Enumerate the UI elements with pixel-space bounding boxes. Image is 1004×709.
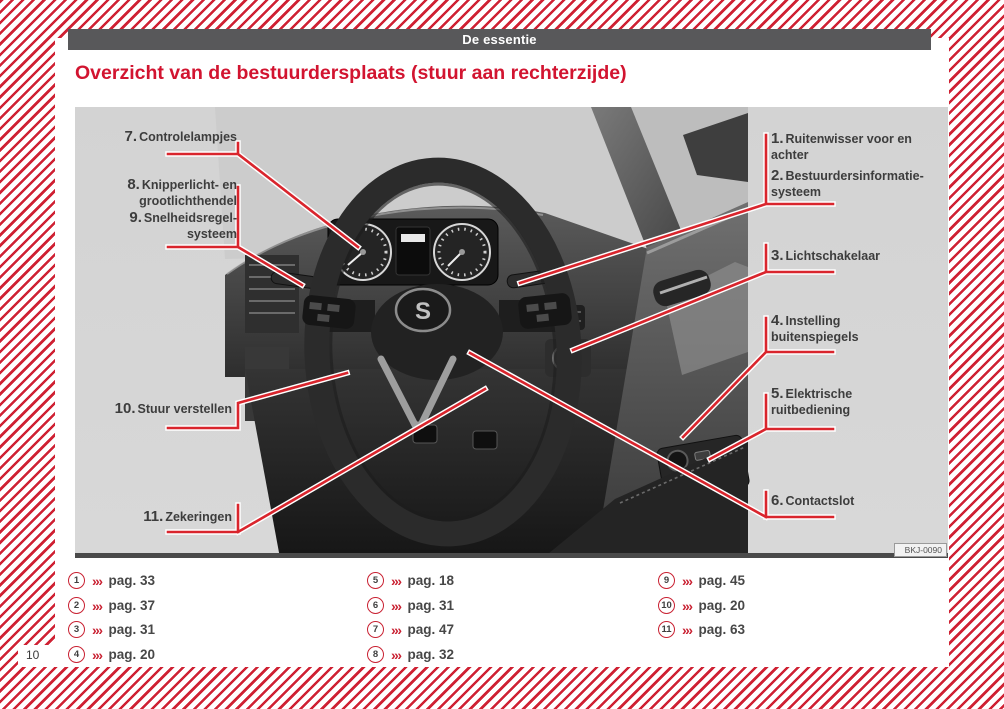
callout-text: Elektrische ruitbediening xyxy=(771,387,853,417)
see-arrow-icon: ››› xyxy=(682,572,692,589)
callout-text: Ruitenwisser voor en achter xyxy=(771,132,912,162)
callout-number-badge: 11 xyxy=(658,621,675,638)
image-code: BKJ-0090 xyxy=(894,543,947,557)
callout-number-badge: 7 xyxy=(367,621,384,638)
callout-text: Instelling buitenspiegels xyxy=(771,314,859,344)
callout-number: 6. xyxy=(771,492,784,509)
callout-label-2 xyxy=(771,168,923,200)
callout-label-8 xyxy=(117,177,237,209)
svg-text:S: S xyxy=(414,298,432,325)
page-ref-text: pag. 32 xyxy=(407,647,455,662)
callout-number-badge: 8 xyxy=(367,646,384,663)
dashboard-photo xyxy=(75,107,948,558)
callout-number-badge: 2 xyxy=(68,597,85,614)
page-ref-text: pag. 45 xyxy=(698,573,746,588)
page-reference-1 xyxy=(68,572,155,589)
page-ref-text: pag. 33 xyxy=(108,573,156,588)
callout-label-10 xyxy=(112,401,232,417)
pedal xyxy=(473,431,497,449)
callout-text: Controlelampjes xyxy=(139,130,237,144)
callout-number: 9. xyxy=(129,209,142,226)
callout-number-badge: 9 xyxy=(658,572,675,589)
page-reference-11 xyxy=(658,621,745,638)
page-reference-9 xyxy=(658,572,745,589)
callout-label-3 xyxy=(771,248,923,264)
callout-label-5 xyxy=(771,386,923,418)
page-ref-text: pag. 47 xyxy=(407,622,455,637)
callout-text: Stuur verstellen xyxy=(137,402,232,416)
callout-number-badge: 10 xyxy=(658,597,675,614)
callout-number-badge: 1 xyxy=(68,572,85,589)
see-arrow-icon: ››› xyxy=(92,621,102,638)
callout-text: Knipperlicht- en grootlichthendel xyxy=(139,178,237,208)
callout-label-1 xyxy=(771,131,923,163)
callout-text: Lichtschakelaar xyxy=(785,249,881,263)
see-arrow-icon: ››› xyxy=(92,646,102,663)
callout-label-4 xyxy=(771,313,923,345)
callout-number: 8. xyxy=(127,176,140,193)
see-arrow-icon: ››› xyxy=(682,597,692,614)
page-reference-5 xyxy=(367,572,454,589)
page-ref-text: pag. 31 xyxy=(108,622,156,637)
callout-number: 2. xyxy=(771,167,784,184)
page-reference-7 xyxy=(367,621,454,638)
callout-number: 1. xyxy=(771,130,784,147)
see-arrow-icon: ››› xyxy=(391,621,401,638)
callout-label-7 xyxy=(117,129,237,145)
steering-button-pod xyxy=(302,294,357,329)
callout-number: 4. xyxy=(771,312,784,329)
callout-number: 11. xyxy=(143,508,164,525)
callout-text: Zekeringen xyxy=(165,510,232,524)
callout-number-badge: 4 xyxy=(68,646,85,663)
callout-number: 7. xyxy=(124,128,138,145)
see-arrow-icon: ››› xyxy=(92,597,102,614)
page-reference-10 xyxy=(658,597,745,614)
callout-number: 5. xyxy=(771,385,784,402)
callout-text: Bestuurdersinformatie-systeem xyxy=(771,169,924,199)
callout-label-11 xyxy=(112,509,232,525)
see-arrow-icon: ››› xyxy=(391,597,401,614)
callout-label-6 xyxy=(771,493,923,509)
see-arrow-icon: ››› xyxy=(391,646,401,663)
page-number-tab xyxy=(18,645,63,667)
page-reference-8 xyxy=(367,646,454,663)
callout-text: Contactslot xyxy=(785,494,855,508)
callout-number: 10. xyxy=(114,400,136,417)
steering-button-pod xyxy=(517,292,572,329)
page-ref-text: pag. 20 xyxy=(698,598,746,613)
callout-number-badge: 5 xyxy=(367,572,384,589)
page-ref-text: pag. 31 xyxy=(407,598,455,613)
page-title: Overzicht van de bestuurdersplaats (stuur aan rechterzijde) xyxy=(75,62,627,84)
callout-text: Snelheidsregel-systeem xyxy=(143,211,237,241)
page-ref-text: pag. 63 xyxy=(698,622,746,637)
chapter-header-bar xyxy=(68,29,931,50)
see-arrow-icon: ››› xyxy=(682,621,692,638)
page-reference-4 xyxy=(68,646,155,663)
page-reference-2 xyxy=(68,597,155,614)
page-number: 10 xyxy=(26,648,40,662)
page-reference-6 xyxy=(367,597,454,614)
page-ref-text: pag. 37 xyxy=(108,598,156,613)
callout-label-9 xyxy=(117,210,237,242)
callout-number-badge: 3 xyxy=(68,621,85,638)
callout-number: 3. xyxy=(771,247,784,264)
page-ref-text: pag. 20 xyxy=(108,647,156,662)
page-ref-text: pag. 18 xyxy=(407,573,455,588)
chapter-header-text: De essentie xyxy=(462,32,537,47)
page-reference-3 xyxy=(68,621,155,638)
see-arrow-icon: ››› xyxy=(92,572,102,589)
callout-number-badge: 6 xyxy=(367,597,384,614)
see-arrow-icon: ››› xyxy=(391,572,401,589)
